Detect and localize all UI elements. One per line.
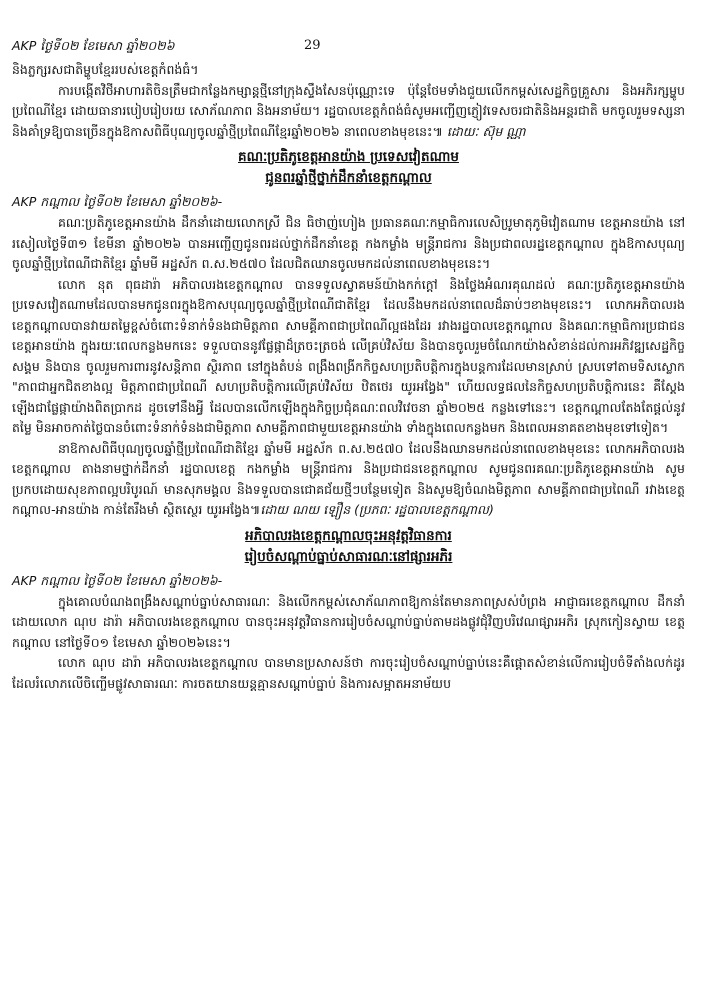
paragraph: និងភ្លក្សរសជាតិម្ហូបខ្មែររបស់ខេត្តកំពង់ធំ។	[12, 62, 199, 77]
byline: ដោយ ណយ ឡឿន (ប្រភពៈ រដ្ឋបាលខេត្តកណ្តាល)	[260, 502, 494, 517]
paragraph: ការបង្កើតវិថីអាហារតិចិនត្រឹមជាកន្លែងកម្សាន្តថ្មីនៅក្រុងស្ទឹងសែនប៉ុណ្ណោះទេ ប៉ុន្តែថែមទាំងជួយលើកកម្ពស់សេដ្ឋកិច្ចគ្រួសារ និងអភិរក្សម្ហូបប្រពៃណីខ្មែរ ដោយធានារបៀបរៀបរយ សោភ័ណភាព និងអនាម័យ។ រដ្ឋបាលខេត្តកំពង់ធំសូមអញ្ជើញភ្ញៀវទេសចរជាតិនិងអន្តរជាតិ មកចូលរួមទស្សនា និងគាំទ្រឱ្យបានច្រើនក្នុងឱកាសពិធីបុណ្យចូលឆ្នាំថ្មីប្រពៃណីខ្មែរឆ្នាំ២០២៦ នាពេលខាងមុខនេះ៕ ដោយៈ ស៊ុម ណ្ណា	[12, 82, 685, 139]
paragraph: លោក នុត ពុធដារ៉ា អភិបាលរងខេត្តកណ្តាល បានទទួលស្វាគមន៍យ៉ាងកក់ក្តៅ និងថ្លែងអំណរគុណដល់ គណៈប្រតិភូខេត្តអានយ៉ាង ប្រទេសវៀតណាមដែលបានមកជូនពរក្នុងឱកាសបុណ្យចូលឆ្នាំថ្មីប្រពៃណីជាតិខ្មែរ ដែលនឹងមកដល់នាពេលដ៏ឆាប់ៗខាងមុខនេះ។ លោកអភិបាលរងខេត្តកណ្តាលបានវាយតម្លៃខ្ពស់ចំពោះទំនាក់ទំនងជាមិត្តភាព សាមគ្គីភាពជាប្រពៃណីល្អផងដែរ រវាងរដ្ឋបាលខេត្តកណ្តាល និងគណៈកម្មាធិការប្រជាជនខេត្តអានយ៉ាង ក្នុងរយៈពេលកន្លងមកនេះ ទទួលបាននូវផ្លែផ្កាដ៏ត្រចះត្រចង់ លើគ្រប់វិស័យ និងបានចូលរួមចំណែកយ៉ាងសំខាន់ដល់ការអភិវឌ្ឍសេដ្ឋកិច្ច សង្គម និងបាន ចូលរួមការពារនូវសន្តិភាព ស្ថិរភាព នៅក្នុងតំបន់ ពង្រឹងពង្រីកកិច្ចសហប្រតិបត្តិការក្នុងបន្តការដែលមានស្រាប់ ស្របទៅតាមទិសស្លោក "ភាពជាអ្នកជិតខាងល្អ មិត្តភាពជាប្រពៃណី សហប្រតិបត្តិការលើគ្រប់វិស័យ ឋិតថេរ យូរអង្វែង" ហើយលទ្ធផលនៃកិច្ចសហប្រតិបត្តិការនេះ គឺស្តែងឡើងជាផ្លែផ្កាយ៉ាងពិតប្រាកដ ដូចទៅនឹងអ្វី ដែលបានលើកឡើងក្នុងកិច្ចប្រជុំគណៈពលវិវេចនា ឆ្នាំ២០២៥ កន្លងទៅនេះ។ ខេត្តកណ្តាលតែងតែផ្តល់នូវតម្លៃ មិនអាចកាត់ថ្លៃបានចំពោះទំនាក់ទំនងជាមិត្តភាព សាមគ្គីភាពជាមួយខេត្តអានយ៉ាង ទាំងក្នុងពេលកន្លងមក និងពេលអនាគតខាងមុខទៅទៀត។	[12, 276, 685, 435]
headline-line-1: គណៈប្រតិភូខេត្តអានយ៉ាង ប្រទេសវៀតណាម	[238, 149, 459, 165]
headline-line-1: អភិបាលរងខេត្តកណ្តាលចុះអនុវត្តវិធានការ	[245, 527, 452, 544]
paragraph: ក្នុងគោលបំណងពង្រឹងសណ្តាប់ធ្នាប់សាធារណៈ និងលើកកម្ពស់សោភ័ណភាពឱ្យកាន់តែមានភាពស្រស់បំព្រង អាជ្ញាធរខេត្តកណ្តាល ដឹកនាំដោយលោក ណុប ដារ៉ា អភិបាលរងខេត្តកណ្តាល បានចុះអនុវត្តវិធានការរៀបចំសណ្តាប់ធ្នាប់តាមដងផ្លូវជុំវិញបរិវេណផ្សារអភិរ ស្រុកកៀនស្វាយ ខេត្តកណ្តាល នៅថ្ងៃទី០១ ខែមេសា ឆ្នាំ២០២៦នេះ។	[12, 593, 685, 650]
paragraph: គណៈប្រតិភូខេត្តអានយ៉ាង ដឹកនាំដោយលោកស្រី ជិន ធិថាញ់ហៀង ប្រធានគណៈកម្មាធិការលេសិប្រូមាតុភូមិវៀតណាម ខេត្តអានយ៉ាង នៅរសៀលថ្ងៃទី៣១ ខែមីនា ឆ្នាំ២០២៦ បានអញ្ជើញជូនពរដល់ថ្នាក់ដឹកនាំខេត្ត កងកម្លាំង មន្ត្រីរាជការ និងប្រជាពលរដ្ឋខេត្តកណ្តាល ក្នុងឱកាសបុណ្យចូលឆ្នាំថ្មីប្រពៃណីជាតិខ្មែរ ឆ្នាំមមី អដ្ឋស័ក ព.ស.២៥៧០ ដែលជិតឈានចូលមកដល់នាពេលខាងមុខនេះ។	[12, 215, 685, 271]
running-head: AKP ថ្ងៃទី០២ ខែមេសា ឆ្នាំ២០២៦	[12, 38, 175, 53]
dateline: AKP កណ្តាល ថ្ងៃទី០២ ខែមេសា ឆ្នាំ២០២៦-	[12, 572, 223, 588]
article-continued	[12, 60, 685, 142]
headline-line-2: ជូនពរឆ្នាំថ្មីថ្នាក់ដឹកនាំខេត្តកណ្តាល	[265, 170, 432, 186]
paragraph: លោក ណុប ដារ៉ា អភិបាលរងខេត្តកណ្តាល បានមានប្រសាសន៍ថា ការចុះរៀបចំសណ្តាប់ធ្នាប់នេះគឺផ្តោតសំខាន់លើការរៀបចំទីតាំងលក់ដូរដែលរំលោភលើចិញ្ចើមផ្លូវសាធារណៈ ការចតយានយន្តគ្មានសណ្តាប់ធ្នាប់ និងការសម្អាតអនាម័យប	[12, 655, 685, 691]
headline-line-2: រៀបចំសណ្តាប់ធ្នាប់សាធារណៈនៅផ្សារអភិរ	[244, 548, 453, 565]
page-number: 29	[304, 38, 321, 53]
article-market-order	[12, 526, 685, 695]
page-body	[12, 60, 685, 694]
paragraph: នាឱកាសពិធីបុណ្យចូលឆ្នាំថ្មីប្រពៃណីជាតិខ្មែរ ឆ្នាំមមី អដ្ឋស័ក ព.ស.២៥៧០ ដែលនឹងឈានមកដល់នាពេលខាងមុខនេះ លោកអភិបាលរងខេត្តកណ្តាល តាងនាមថ្នាក់ដឹកនាំ រដ្ឋបាលខេត្ត កងកម្លាំង មន្ត្រីរាជការ និងប្រជាជនខេត្តកណ្តាល សូមជូនពរគណៈប្រតិភូខេត្តអានយ៉ាង សូមប្រកបដោយសុខភាពល្អបរិបូរណ៍ មានសុភមង្គល និងទទួលបានជោគជ័យថ្មីៗបន្ថែមទៀត និងសូមឱ្យចំណងមិត្តភាព សាមគ្គីភាពជាប្រពៃណី រវាងខេត្ត កណ្តាល-អានយ៉ាង កាន់តែរឹងមាំ ស្ថិតស្ថេរ យូរអង្វែង៕ដោយ ណយ ឡឿន (ប្រភពៈ រដ្ឋបាលខេត្តកណ្តាល)	[12, 440, 685, 517]
byline: ដោយៈ ស៊ុម ណ្ណា	[446, 123, 526, 139]
headline	[12, 526, 685, 568]
headline	[12, 147, 685, 189]
article-delegation	[12, 147, 685, 521]
dateline: AKP កណ្តាល ថ្ងៃទី០២ ខែមេសា ឆ្នាំ២០២៦-	[12, 194, 223, 209]
